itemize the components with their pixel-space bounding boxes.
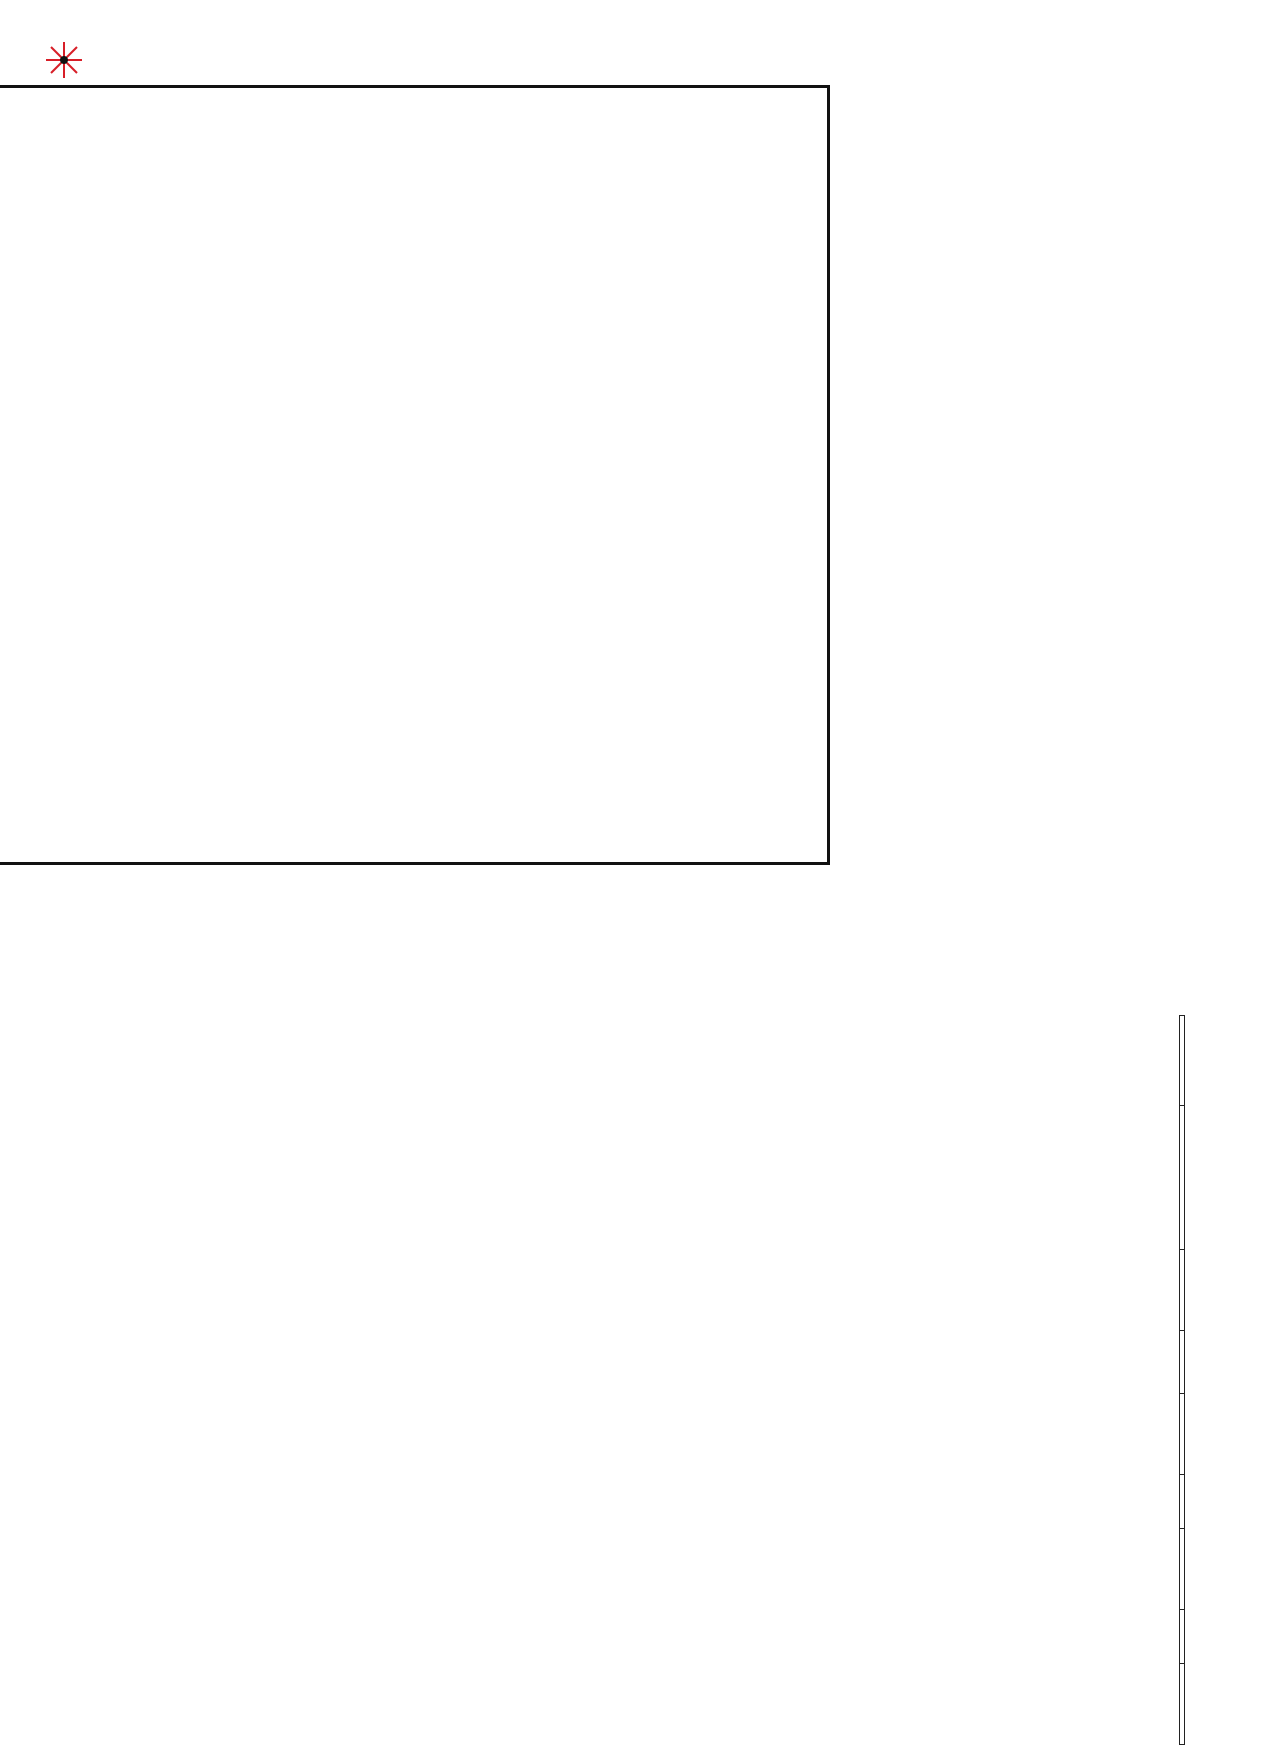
header-cross-stitch [1180,1331,1185,1394]
header-color-name [1180,1106,1185,1250]
header-code [1180,1250,1185,1331]
bienvenido-block [1075,1420,1245,1750]
cross-stitch-chart [0,85,830,865]
chart-grid [0,88,827,862]
header-lengths [1180,1016,1185,1106]
